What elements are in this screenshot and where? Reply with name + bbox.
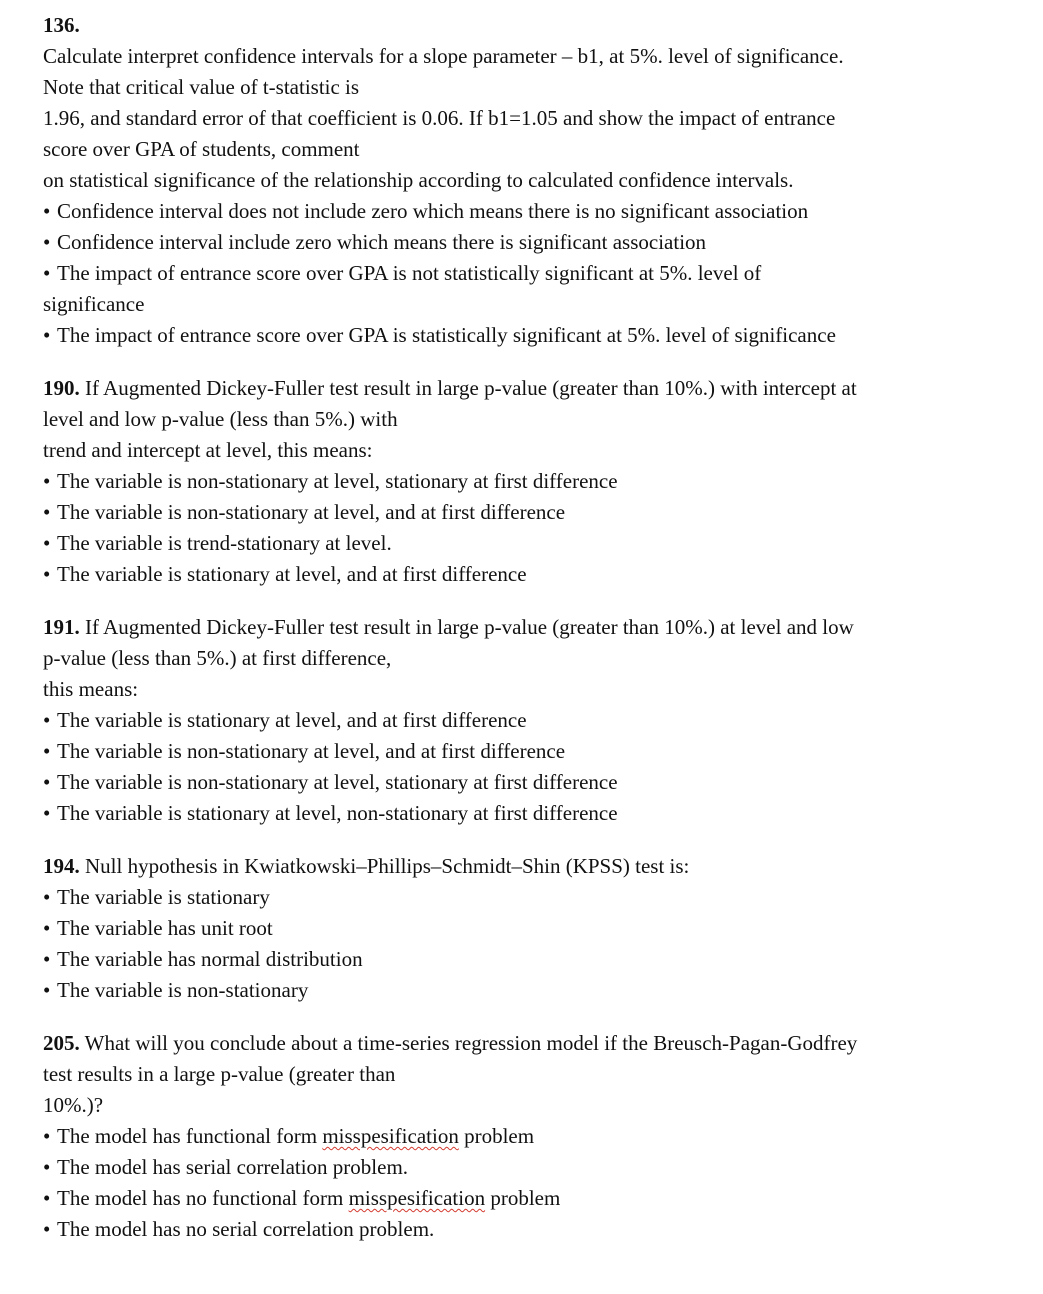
question-stem-line: test results in a large p-value (greater than bbox=[43, 1062, 396, 1086]
answer-option-text: The impact of entrance score over GPA is statistically significant at 5%. level of significance bbox=[57, 323, 836, 347]
answer-option bbox=[43, 767, 1003, 798]
answer-option bbox=[43, 258, 1003, 289]
answer-option bbox=[43, 736, 1003, 767]
answer-option-text: The variable has unit root bbox=[57, 916, 273, 940]
question-stem-line: What will you conclude about a time-series regression model if the Breusch-Pagan-Godfrey bbox=[84, 1031, 858, 1055]
question-stem-line: 10%.)? bbox=[43, 1093, 104, 1117]
answer-option bbox=[43, 1121, 1003, 1152]
answer-option-text: The variable has normal distribution bbox=[57, 947, 363, 971]
bullet-icon: • bbox=[43, 1217, 51, 1241]
bullet-icon: • bbox=[43, 230, 51, 254]
bullet-icon: • bbox=[43, 1124, 51, 1148]
answer-option bbox=[43, 466, 1003, 497]
question-stem-line: Calculate interpret confidence intervals for a slope parameter – b1, at 5%. level of significance. bbox=[43, 44, 844, 68]
answer-option bbox=[43, 559, 1003, 590]
document-page bbox=[43, 10, 1003, 1245]
question-number: 205. bbox=[43, 1031, 80, 1055]
answer-option-text: The variable is stationary at level, and at first difference bbox=[57, 708, 527, 732]
bullet-icon: • bbox=[43, 708, 51, 732]
answer-option-text: The variable is trend-stationary at level. bbox=[57, 531, 392, 555]
question-stem-line: this means: bbox=[43, 677, 139, 701]
bullet-icon: • bbox=[43, 801, 51, 825]
answer-option-text: The variable is non-stationary bbox=[57, 978, 309, 1002]
answer-option bbox=[43, 528, 1003, 559]
question-stem-line: on statistical significance of the relationship according to calculated confidence intervals. bbox=[43, 168, 794, 192]
answer-option bbox=[43, 913, 1003, 944]
answer-option bbox=[43, 1152, 1003, 1183]
bullet-icon: • bbox=[43, 323, 51, 347]
bullet-icon: • bbox=[43, 1186, 51, 1210]
answer-option-text: Confidence interval does not include zero which means there is no significant association bbox=[57, 199, 809, 223]
answer-option-text: The variable is stationary bbox=[57, 885, 270, 909]
question-number: 136. bbox=[43, 13, 80, 37]
question-stem-line: If Augmented Dickey-Fuller test result in large p-value (greater than 10%.) with intercept at bbox=[85, 376, 857, 400]
answer-option bbox=[43, 944, 1003, 975]
answer-option-text: The variable is non-stationary at level, stationary at first difference bbox=[57, 770, 618, 794]
question-194 bbox=[43, 851, 1003, 1006]
question-stem-line: score over GPA of students, comment bbox=[43, 137, 360, 161]
spellcheck-flagged-word[interactable]: misspesification bbox=[322, 1124, 459, 1148]
answer-option-text: The variable is stationary at level, and at first difference bbox=[57, 562, 527, 586]
answer-option-text: The variable is non-stationary at level, and at first difference bbox=[57, 500, 566, 524]
question-number: 190. bbox=[43, 376, 80, 400]
answer-option-text: The impact of entrance score over GPA is not statistically significant at 5%. level of bbox=[57, 261, 762, 285]
answer-option-continuation: significance bbox=[43, 292, 145, 316]
answer-option-text: The variable is non-stationary at level, and at first difference bbox=[57, 739, 566, 763]
question-stem-line: trend and intercept at level, this means: bbox=[43, 438, 373, 462]
answer-option-text: The variable is non-stationary at level, stationary at first difference bbox=[57, 469, 618, 493]
bullet-icon: • bbox=[43, 199, 51, 223]
answer-option-text: The model has no serial correlation problem. bbox=[57, 1217, 435, 1241]
answer-option bbox=[43, 227, 1003, 258]
question-205 bbox=[43, 1028, 1003, 1245]
answer-option bbox=[43, 882, 1003, 913]
answer-option bbox=[43, 320, 1003, 351]
answer-option-text: The model has functional form bbox=[57, 1124, 323, 1148]
answer-option-text: The variable is stationary at level, non-stationary at first difference bbox=[57, 801, 618, 825]
answer-option-text: problem bbox=[458, 1124, 535, 1148]
bullet-icon: • bbox=[43, 770, 51, 794]
answer-option bbox=[43, 1183, 1003, 1214]
question-stem-line: Null hypothesis in Kwiatkowski–Phillips–Schmidt–Shin (KPSS) test is: bbox=[85, 854, 690, 878]
question-stem-line: p-value (less than 5%.) at first difference, bbox=[43, 646, 392, 670]
bullet-icon: • bbox=[43, 469, 51, 493]
spellcheck-flagged-word[interactable]: misspesification bbox=[348, 1186, 486, 1210]
bullet-icon: • bbox=[43, 261, 51, 285]
answer-option-text: problem bbox=[485, 1186, 561, 1210]
bullet-icon: • bbox=[43, 916, 51, 940]
answer-option bbox=[43, 196, 1003, 227]
question-number: 191. bbox=[43, 615, 80, 639]
question-stem-line: If Augmented Dickey-Fuller test result in large p-value (greater than 10%.) at level and low bbox=[85, 615, 854, 639]
bullet-icon: • bbox=[43, 500, 51, 524]
bullet-icon: • bbox=[43, 739, 51, 763]
question-136 bbox=[43, 10, 1003, 351]
answer-option-text: The model has no functional form bbox=[57, 1186, 349, 1210]
question-190 bbox=[43, 373, 1003, 590]
bullet-icon: • bbox=[43, 978, 51, 1002]
answer-option-text: The model has serial correlation problem. bbox=[57, 1155, 409, 1179]
answer-option bbox=[43, 705, 1003, 736]
question-stem-line: level and low p-value (less than 5%.) with bbox=[43, 407, 398, 431]
question-191 bbox=[43, 612, 1003, 829]
bullet-icon: • bbox=[43, 562, 51, 586]
bullet-icon: • bbox=[43, 885, 51, 909]
answer-option bbox=[43, 497, 1003, 528]
answer-option-text: Confidence interval include zero which means there is significant association bbox=[57, 230, 707, 254]
answer-option bbox=[43, 975, 1003, 1006]
bullet-icon: • bbox=[43, 1155, 51, 1179]
bullet-icon: • bbox=[43, 947, 51, 971]
question-number: 194. bbox=[43, 854, 80, 878]
question-stem-line: Note that critical value of t-statistic is bbox=[43, 75, 360, 99]
answer-option bbox=[43, 1214, 1003, 1245]
answer-option bbox=[43, 798, 1003, 829]
question-stem-line: 1.96, and standard error of that coefficient is 0.06. If b1=1.05 and show the impact of entrance bbox=[43, 106, 836, 130]
bullet-icon: • bbox=[43, 531, 51, 555]
